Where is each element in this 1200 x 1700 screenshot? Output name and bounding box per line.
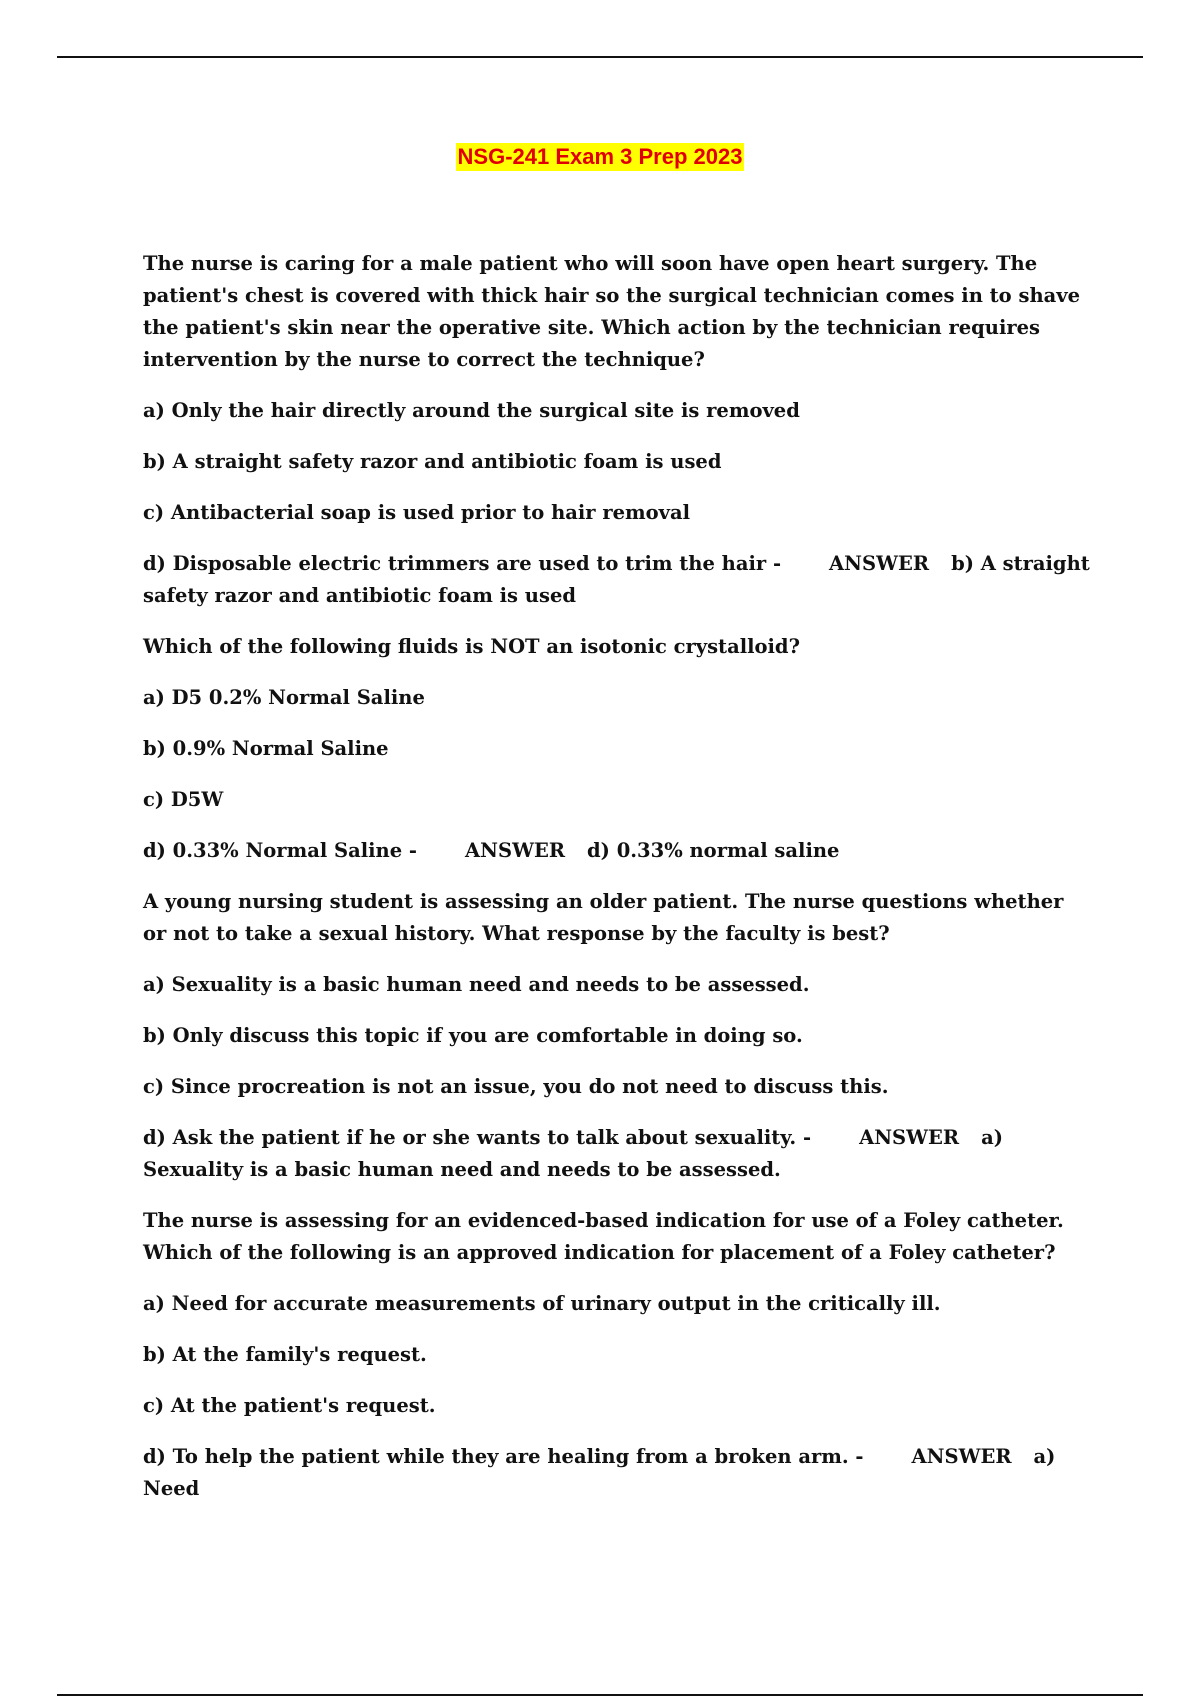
footer-rule <box>57 1694 1143 1696</box>
question-2-option-b: b) 0.9% Normal Saline <box>143 737 389 760</box>
answer-label: ANSWER <box>829 552 930 575</box>
header-rule <box>57 56 1143 58</box>
question-2-stem: Which of the following fluids is NOT an isotonic crystalloid? <box>143 635 800 658</box>
page-title: NSG-241 Exam 3 Prep 2023 <box>457 144 743 169</box>
question-2-answer: d) 0.33% normal saline <box>587 839 840 862</box>
title-container <box>0 143 1200 171</box>
question-4-option-d: d) To help the patient while they are healing from a broken arm. - <box>143 1445 864 1468</box>
answer-label: ANSWER <box>859 1126 960 1149</box>
question-3-option-d-with-answer <box>143 1122 1093 1186</box>
question-2-option-d: d) 0.33% Normal Saline - <box>143 839 418 862</box>
question-3-option-b: b) Only discuss this topic if you are comfortable in doing so. <box>143 1024 803 1047</box>
question-1-option-d: d) Disposable electric trimmers are used to trim the hair - <box>143 552 782 575</box>
question-1-option-d-with-answer <box>143 548 1093 612</box>
question-4-option-b: b) At the family's request. <box>143 1343 427 1366</box>
question-2-option-a: a) D5 0.2% Normal Saline <box>143 686 425 709</box>
question-1-option-a: a) Only the hair directly around the surgical site is removed <box>143 399 800 422</box>
question-4-stem: The nurse is assessing for an evidenced-based indication for use of a Foley catheter. Which of the following is an approved indication for placement of a Foley catheter? <box>143 1209 1064 1264</box>
question-4-answer: a) Need <box>143 1445 1056 1500</box>
question-1-answer: b) A straight safety razor and antibiotic foam is used <box>143 552 1090 607</box>
question-4-option-d-with-answer <box>143 1441 1093 1505</box>
question-2-option-c: c) D5W <box>143 788 224 811</box>
question-3-option-a: a) Sexuality is a basic human need and needs to be assessed. <box>143 973 810 996</box>
question-4-option-c: c) At the patient's request. <box>143 1394 436 1417</box>
question-3-answer: a) Sexuality is a basic human need and needs to be assessed. <box>143 1126 1003 1181</box>
question-1-option-b: b) A straight safety razor and antibiotic foam is used <box>143 450 722 473</box>
question-3-stem: A young nursing student is assessing an older patient. The nurse questions whether or not to take a sexual history. What response by the faculty is best? <box>143 890 1064 945</box>
answer-label: ANSWER <box>465 839 566 862</box>
question-3-option-c: c) Since procreation is not an issue, you do not need to discuss this. <box>143 1075 889 1098</box>
question-4-option-a: a) Need for accurate measurements of urinary output in the critically ill. <box>143 1292 941 1315</box>
question-2-option-d-with-answer <box>143 835 1093 867</box>
question-1-stem: The nurse is caring for a male patient who will soon have open heart surgery. The patient's chest is covered with thick hair so the surgical technician comes in to shave the patient's skin near the operative site. Which action by the technician requires intervention by the nurse to correct the technique? <box>143 252 1081 371</box>
question-1-option-c: c) Antibacterial soap is used prior to hair removal <box>143 501 691 524</box>
answer-label: ANSWER <box>911 1445 1012 1468</box>
question-3-option-d: d) Ask the patient if he or she wants to talk about sexuality. - <box>143 1126 812 1149</box>
document-body <box>143 248 1093 1524</box>
